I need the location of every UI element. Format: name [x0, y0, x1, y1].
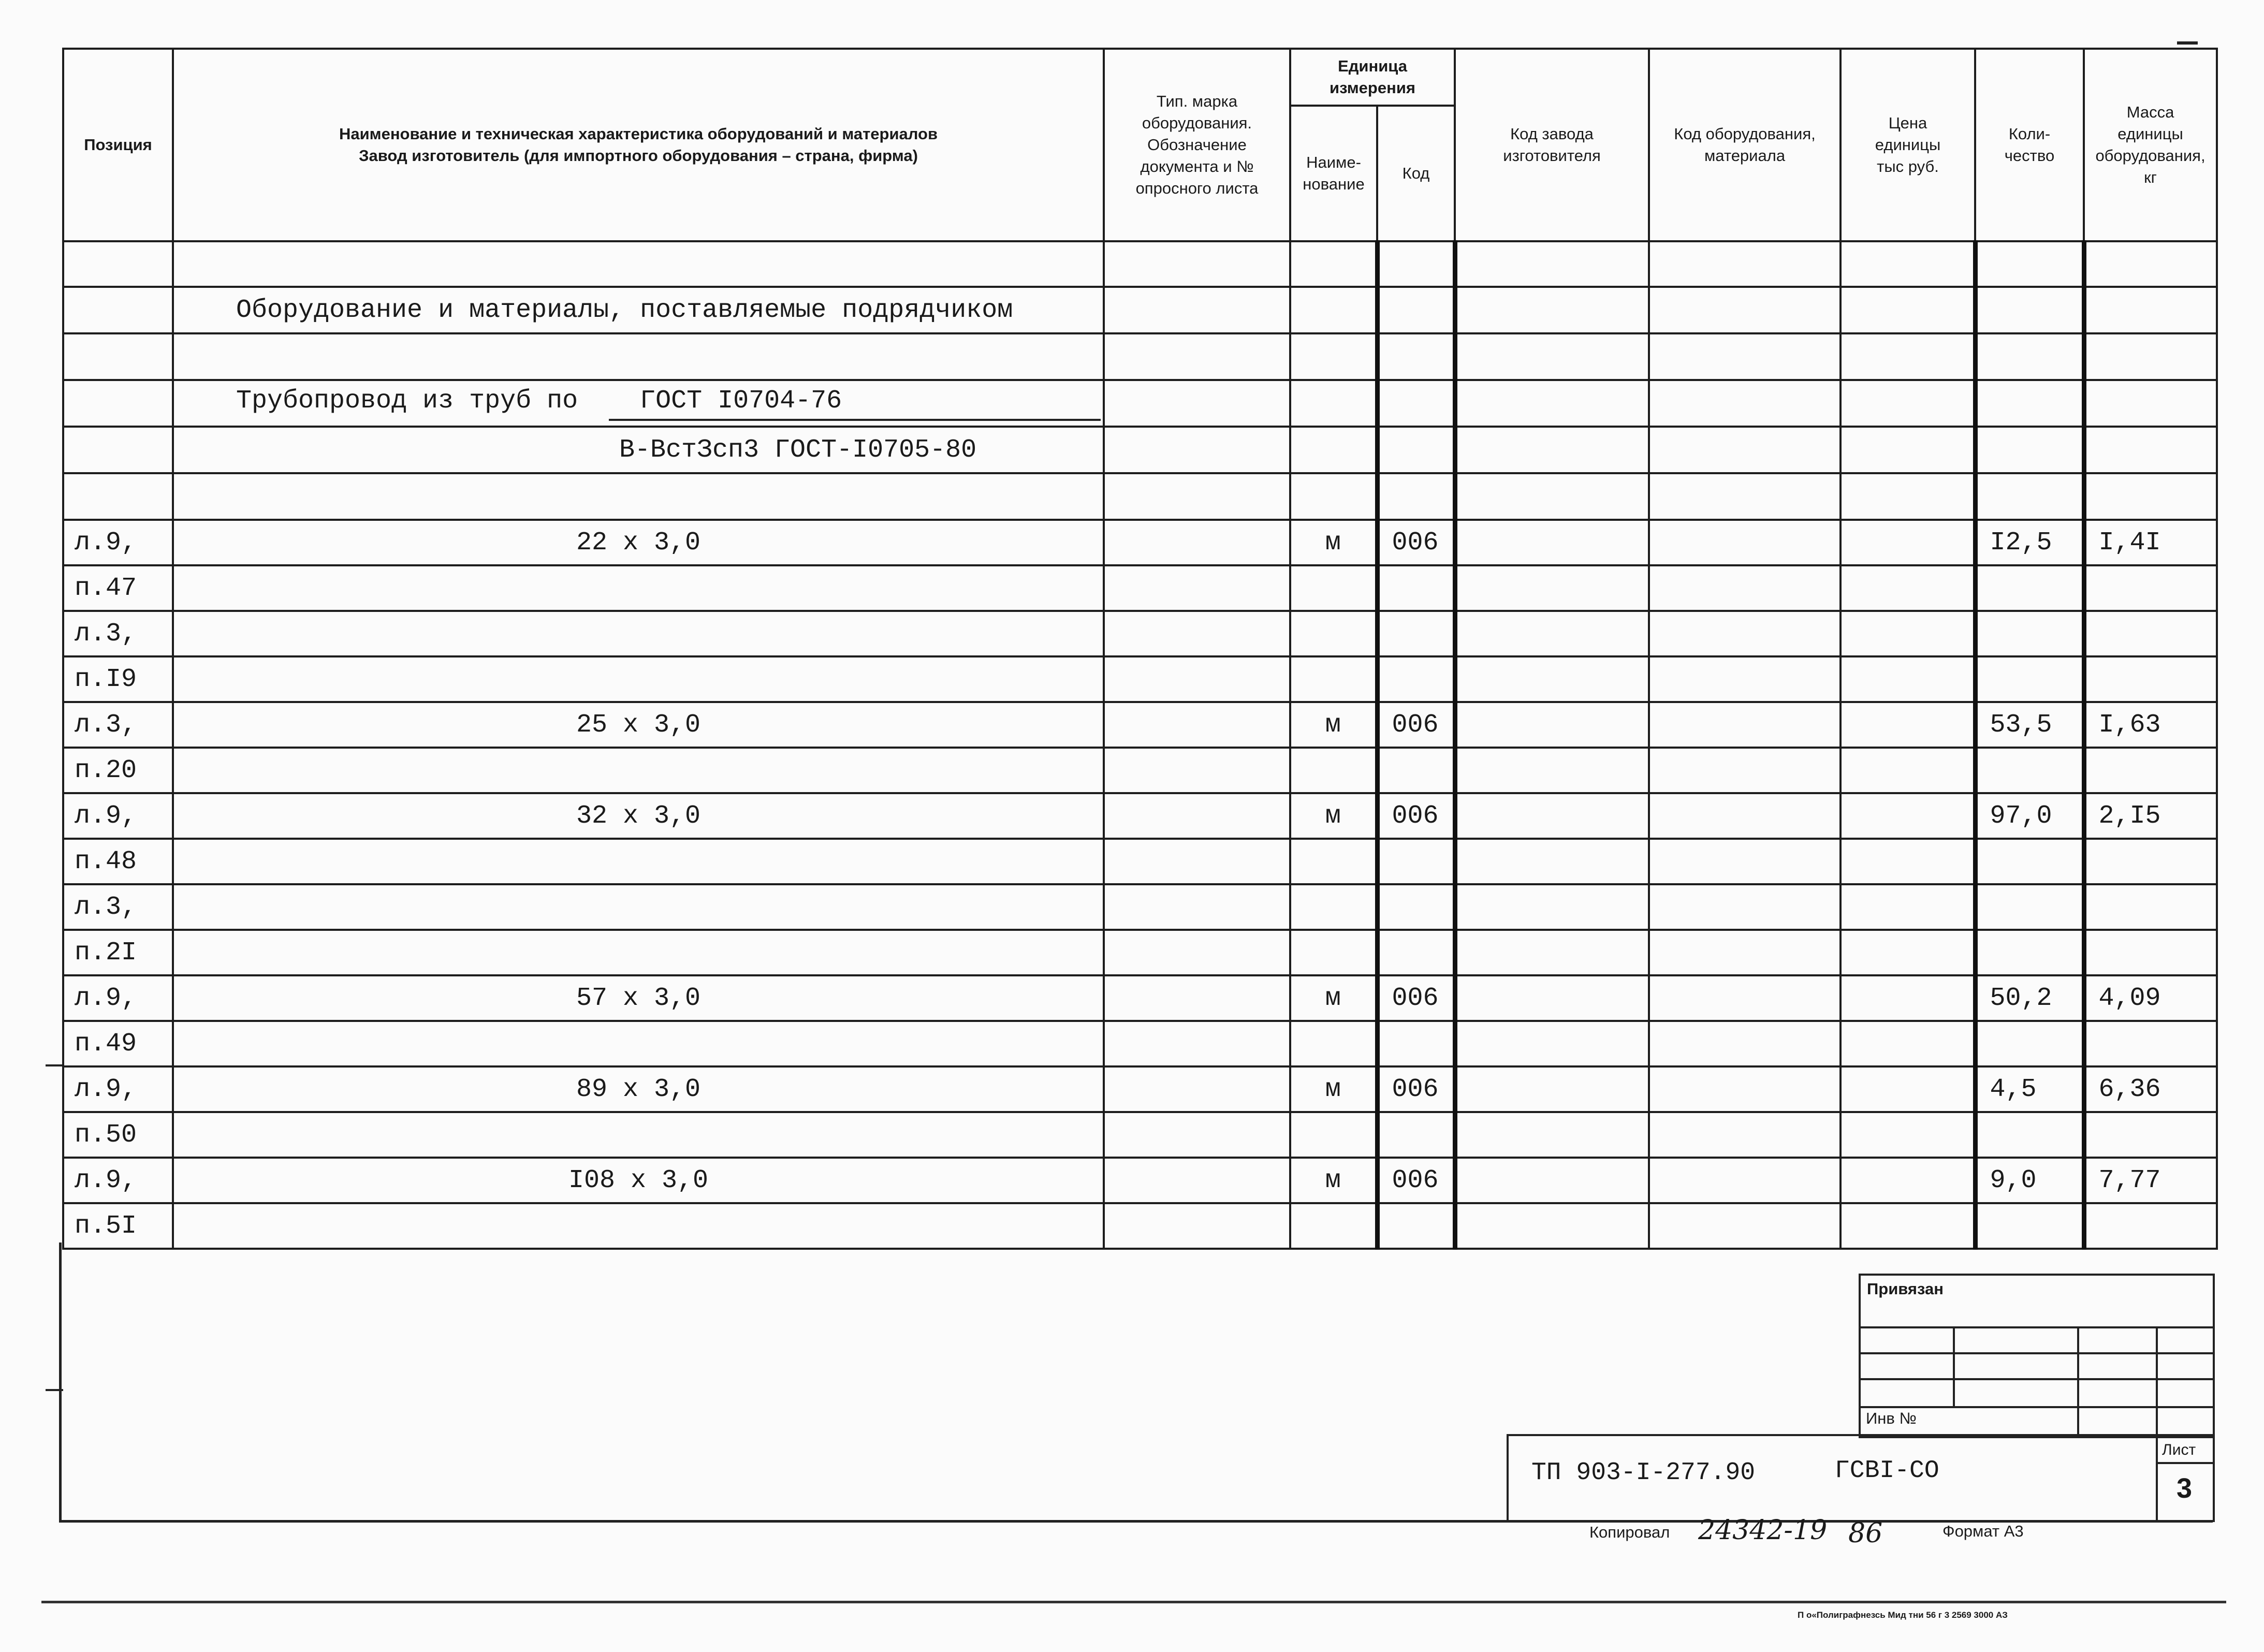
col-type-header: Тип. марка оборудования. Обозначение документа и № опросного листа — [1104, 49, 1290, 241]
frame-left-line — [59, 1242, 62, 1522]
col-quantity-header: Коли- чество — [1975, 49, 2084, 241]
tied-label: Привязан — [1867, 1280, 1944, 1298]
col-mass-header: Масса единицы оборудования, кг — [2084, 49, 2217, 241]
section-title: Оборудование и материалы, поставляемые подрядчиком — [173, 287, 1104, 333]
sheet-cell-hline — [2156, 1462, 2213, 1464]
table-row: л.3, 25 х 3,0 м 006 53,5 I,63 — [63, 702, 2217, 748]
corner-mark — [2177, 41, 2198, 45]
col-unit-name-header: Наиме- нование — [1290, 106, 1377, 241]
tied-grid-vline — [2156, 1326, 2158, 1436]
col-equipment-code-header: Код оборудования, материала — [1649, 49, 1841, 241]
sheet-cell-vline — [2156, 1436, 2158, 1520]
col-name-header: Наименование и техническая характеристика оборудований и материалов Завод изготовитель (для импортного оборудования – страна, фирма) — [173, 49, 1104, 241]
table-row: л.9, 89 х 3,0 м 006 4,5 6,36 — [63, 1066, 2217, 1112]
table-row — [63, 380, 2217, 427]
tied-grid-vline — [1953, 1326, 1955, 1408]
pipeline-title: Трубопровод из труб по ГОСТ I0704-76 — [173, 380, 1104, 427]
pipeline-steel: В-ВстЗсп3 ГОСТ-I0705-80 — [173, 427, 1104, 473]
table-row: л.3, — [63, 884, 2217, 930]
table-row: п.49 — [63, 1021, 2217, 1066]
table-row — [63, 427, 2217, 473]
tied-grid-line — [1861, 1406, 2213, 1408]
doc-code: ТП 903-I-277.90 — [1531, 1459, 1756, 1487]
pipeline-gost: ГОСТ I0704-76 — [609, 386, 1101, 421]
sheet-number: 3 — [2177, 1473, 2193, 1504]
tied-grid-line — [1861, 1378, 2213, 1380]
trim-line — [41, 1601, 2226, 1603]
table-row: п.48 — [63, 839, 2217, 884]
table-row — [63, 333, 2217, 380]
copied-number: 24342-19 — [1698, 1515, 1828, 1546]
table-row: л.3, — [63, 611, 2217, 656]
table-row: л.9, I08 х 3,0 м 006 9,0 7,77 — [63, 1158, 2217, 1203]
tied-stamp — [1859, 1274, 2215, 1438]
table-row: п.20 — [63, 748, 2217, 793]
col-price-header: Цена единицы тыс руб. — [1841, 49, 1975, 241]
table-row: л.9, 32 х 3,0 м 006 97,0 2,I5 — [63, 793, 2217, 839]
tied-grid-line — [1861, 1352, 2213, 1354]
copied-extra: 86 — [1848, 1518, 1883, 1549]
table-row: п.50 — [63, 1112, 2217, 1158]
sheet-label: Лист — [2162, 1441, 2196, 1458]
table-row: п.47 — [63, 565, 2217, 611]
table-row — [63, 241, 2217, 287]
table-row: л.9, 57 х 3,0 м 006 50,2 4,09 — [63, 975, 2217, 1021]
table-row: п.5I — [63, 1203, 2217, 1249]
table-row — [63, 473, 2217, 520]
tied-grid-line — [1861, 1326, 2213, 1328]
table-row: п.2I — [63, 930, 2217, 975]
col-position-header: Позиция — [63, 49, 173, 241]
copied-label: Копировал — [1589, 1523, 1670, 1541]
format-label: Формат А3 — [1942, 1522, 2024, 1540]
col-plant-code-header: Код завода изготовителя — [1455, 49, 1649, 241]
set-code: ГСВI-СО — [1835, 1457, 1939, 1485]
inv-label: Инв № — [1866, 1409, 1917, 1427]
title-block — [1507, 1434, 2215, 1522]
col-unit-header: Единица измерения — [1290, 49, 1455, 106]
tied-grid-vline — [2077, 1326, 2079, 1436]
table-row — [63, 287, 2217, 333]
specification-table — [62, 48, 2218, 1250]
printer-note: П о«Полиграфнезсь Мид тни 56 г 3 2569 3000 АЗ — [1798, 1610, 2008, 1620]
col-unit-code-header: Код — [1377, 106, 1455, 241]
table-row: л.9, 22 х 3,0 м 006 I2,5 I,4I — [63, 520, 2217, 565]
table-row: п.I9 — [63, 656, 2217, 702]
border-tick-top — [46, 1064, 63, 1066]
